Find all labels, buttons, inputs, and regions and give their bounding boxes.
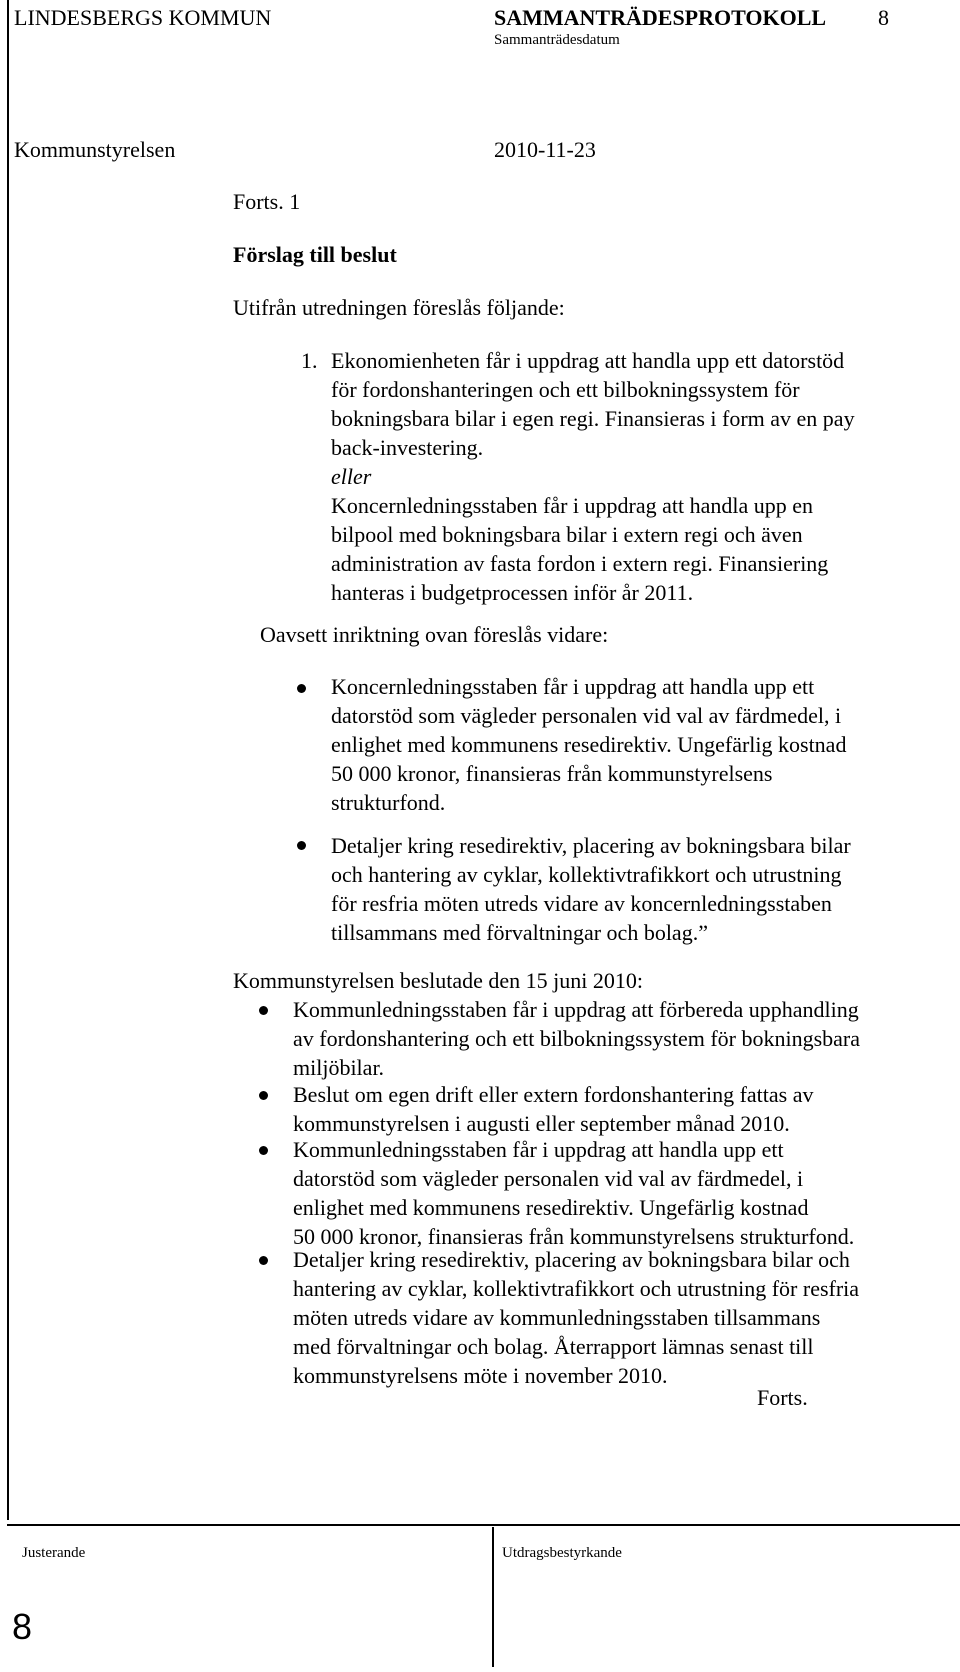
text-line: kommunstyrelsen i augusti eller september månad 2010. <box>293 1111 790 1136</box>
bullet-icon <box>259 1146 268 1155</box>
text-line: med förvaltningar och bolag. Återrapport lämnas senast till <box>293 1334 814 1359</box>
text-line: back-investering. <box>331 435 484 460</box>
text-line: Koncernledningsstaben får i uppdrag att handla upp ett <box>331 674 815 699</box>
decision-bullet-3 <box>293 1135 854 1251</box>
bullet-icon <box>259 1091 268 1100</box>
text-line: Ekonomienheten får i uppdrag att handla upp ett datorstöd <box>331 348 845 373</box>
justerande-label: Justerande <box>22 1545 86 1561</box>
text-line: för resfria möten utreds vidare av koncernledningsstaben <box>331 891 832 916</box>
text-line: 50 000 kronor, finansieras från kommunstyrelsens <box>331 761 773 786</box>
text-line: datorstöd som vägleder personalen vid val av färdmedel, i <box>331 703 842 728</box>
text-line: enlighet med kommunens resedirektiv. Ungefärlig kostnad <box>331 732 847 757</box>
footer-divider <box>492 1527 494 1667</box>
numbered-marker: 1. <box>301 348 318 373</box>
text-line: Detaljer kring resedirektiv, placering av bokningsbara bilar och <box>293 1247 850 1272</box>
section-heading: Förslag till beslut <box>233 242 397 267</box>
text-line: hantering av cyklar, kollektivtrafikkort och utrustning för resfria <box>293 1276 860 1301</box>
committee-name: Kommunstyrelsen <box>14 137 176 162</box>
text-line: administration av fasta fordon i extern regi. Finansiering <box>331 551 829 576</box>
text-line: Beslut om egen drift eller extern fordonshantering fattas av <box>293 1082 814 1107</box>
bullet-icon <box>259 1256 268 1265</box>
meeting-date: 2010-11-23 <box>494 137 596 162</box>
footer-rule <box>7 1524 960 1526</box>
decision-intro: Kommunstyrelsen beslutade den 15 juni 2010: <box>233 968 643 993</box>
text-line: tillsammans med förvaltningar och bolag.” <box>331 920 708 945</box>
decision-bullet-2 <box>293 1080 814 1138</box>
date-caption: Sammanträdesdatum <box>494 32 620 48</box>
continued-label: Forts. 1 <box>233 189 301 214</box>
text-line: enlighet med kommunens resedirektiv. Ungefärlig kostnad <box>293 1195 809 1220</box>
text-line: Koncernledningsstaben får i uppdrag att handla upp en <box>331 493 814 518</box>
continues-label: Forts. <box>757 1385 808 1410</box>
proposal-bullet-2 <box>331 831 851 947</box>
bullet-icon <box>297 684 306 693</box>
text-line: Detaljer kring resedirektiv, placering av bokningsbara bilar <box>331 833 851 858</box>
text-line: datorstöd som vägleder personalen vid val av färdmedel, i <box>293 1166 804 1191</box>
text-line: Kommunledningsstaben får i uppdrag att handla upp ett <box>293 1137 784 1162</box>
left-margin-rule <box>7 0 9 1520</box>
bullet-icon <box>259 1006 268 1015</box>
footer-page-number: 8 <box>12 1606 33 1647</box>
decision-bullet-4 <box>293 1245 859 1390</box>
numbered-item-1 <box>331 346 855 607</box>
text-line: och hantering av cyklar, kollektivtrafikkort och utrustning <box>331 862 842 887</box>
text-line: bokningsbara bilar i egen regi. Finansieras i form av en pay <box>331 406 855 431</box>
municipality-name: LINDESBERGS KOMMUN <box>14 5 272 30</box>
header-page-number: 8 <box>878 5 889 30</box>
decision-bullet-1 <box>293 995 860 1082</box>
text-line: möten utreds vidare av kommunledningsstaben tillsammans <box>293 1305 821 1330</box>
text-line: bilpool med bokningsbara bilar i extern regi och även <box>331 522 803 547</box>
text-line: Kommunledningsstaben får i uppdrag att förbereda upphandling <box>293 997 859 1022</box>
proposal-bullet-1 <box>331 672 846 817</box>
text-line: hanteras i budgetprocessen inför år 2011. <box>331 580 694 605</box>
text-line: miljöbilar. <box>293 1055 385 1080</box>
text-line: av fordonshantering och ett bilbokningssystem för bokningsbara <box>293 1026 861 1051</box>
text-line: kommunstyrelsens möte i november 2010. <box>293 1363 668 1388</box>
text-line: 50 000 kronor, finansieras från kommunstyrelsens strukturfond. <box>293 1224 855 1249</box>
regardless-text: Oavsett inriktning ovan föreslås vidare: <box>260 622 609 647</box>
utdragsbestyrkande-label: Utdragsbestyrkande <box>502 1545 622 1561</box>
document-type: SAMMANTRÄDESPROTOKOLL <box>494 5 827 30</box>
text-line: strukturfond. <box>331 790 446 815</box>
alternative-word: eller <box>331 464 372 489</box>
intro-text: Utifrån utredningen föreslås följande: <box>233 295 565 320</box>
bullet-icon <box>297 841 306 850</box>
text-line: för fordonshanteringen och ett bilbokningssystem för <box>331 377 800 402</box>
